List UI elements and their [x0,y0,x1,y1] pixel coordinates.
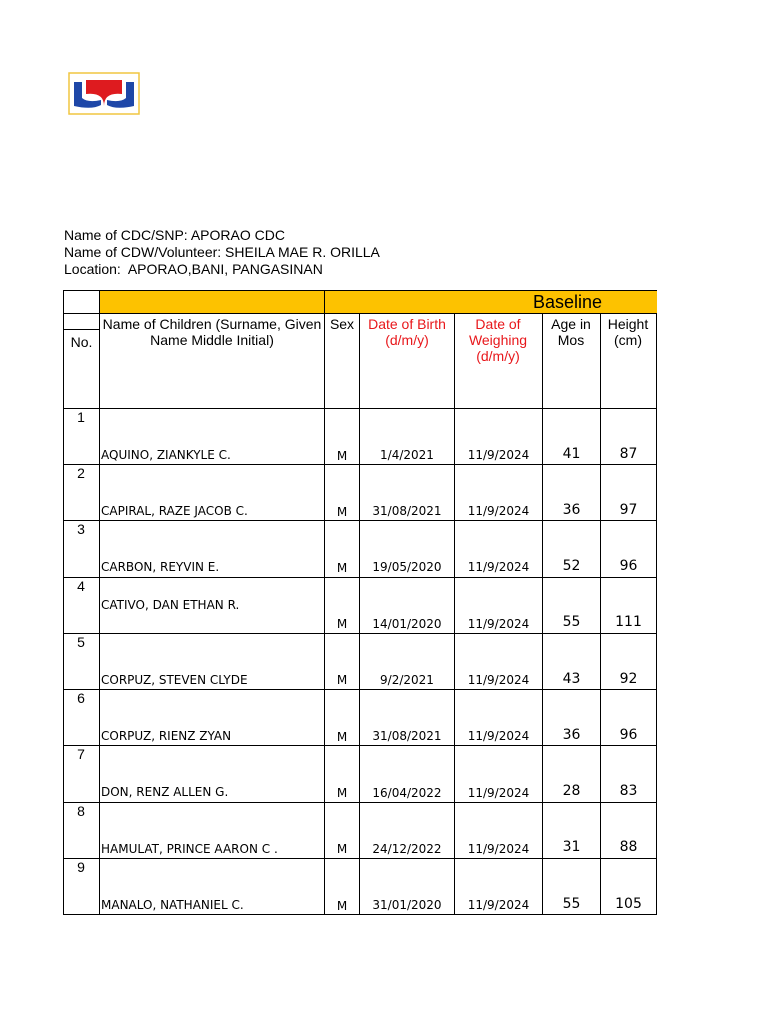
sex-value: M [336,617,348,631]
child-name: CATIVO, DAN ETHAN R. [101,598,240,612]
age-in-months: 36 [562,502,581,518]
row-number: 7 [77,746,85,762]
row-number: 5 [77,634,85,650]
child-name: CAPIRAL, RAZE JACOB C. [101,504,248,518]
height-cm: 88 [619,839,638,855]
height-cm: 83 [619,783,638,799]
child-name: CORPUZ, RIENZ ZYAN [101,729,232,743]
age-in-months: 55 [562,896,581,912]
age-in-months: 52 [562,558,581,574]
age-in-months: 55 [562,614,581,630]
sex-value: M [336,561,348,575]
date-of-weighing: 11/9/2024 [467,617,530,631]
row-number: 2 [77,465,85,481]
row-number: 4 [77,578,85,594]
age-in-months: 43 [562,671,581,687]
child-name: DON, RENZ ALLEN G. [101,785,229,799]
sex-value: M [336,449,348,463]
age-in-months: 41 [562,446,581,462]
date-of-birth: 1/4/2021 [380,448,434,462]
sex-value: M [336,673,348,687]
cdc-name-line: Name of CDC/SNP: APORAO CDC [64,227,285,243]
row-number: 6 [77,690,85,706]
child-name: HAMULAT, PRINCE AARON C . [101,842,278,856]
column-header-sex: Sex [329,316,355,332]
sex-value: M [336,730,348,744]
header-band-left [100,291,324,313]
date-of-birth: 9/2/2021 [380,673,434,687]
children-roster-table [63,290,657,915]
sex-value: M [336,842,348,856]
date-of-weighing: 11/9/2024 [467,786,530,800]
location-line: Location: APORAO,BANI, PANGASINAN [64,261,323,277]
header-info [64,227,380,278]
date-of-birth: 19/05/2020 [372,560,442,574]
dswd-hands-logo-icon [68,72,140,115]
cdw-name-line: Name of CDW/Volunteer: SHEILA MAE R. ORILLA [64,244,380,260]
date-of-weighing: 11/9/2024 [467,842,530,856]
date-of-birth: 16/04/2022 [372,786,442,800]
height-cm: 97 [619,502,638,518]
column-header-age: Age in Mos [551,316,591,348]
date-of-birth: 31/08/2021 [372,504,442,518]
date-of-birth: 31/08/2021 [372,729,442,743]
baseline-label: Baseline [533,292,603,312]
column-header-height: Height (cm) [607,316,649,348]
child-name: CARBON, REYVIN E. [101,560,220,574]
child-name: AQUINO, ZIANKYLE C. [101,448,231,462]
child-name: MANALO, NATHANIEL C. [101,898,244,912]
sex-value: M [336,505,348,519]
column-header-name: Name of Children (Surname, Given Name Middle Initial) [102,316,322,348]
date-of-birth: 14/01/2020 [372,617,442,631]
date-of-weighing: 11/9/2024 [467,504,530,518]
age-in-months: 31 [562,839,581,855]
sex-value: M [336,786,348,800]
column-header-date-of-birth: Date of Birth (d/m/y) [368,316,446,348]
height-cm: 96 [619,558,638,574]
date-of-birth: 31/01/2020 [372,898,442,912]
height-cm: 92 [619,671,638,687]
sex-value: M [336,899,348,913]
child-name: CORPUZ, STEVEN CLYDE [101,673,248,687]
height-cm: 105 [615,896,642,912]
height-cm: 111 [615,614,642,630]
column-header-date-of-weighing: Date of Weighing (d/m/y) [468,316,528,364]
date-of-weighing: 11/9/2024 [467,898,530,912]
column-header-no: No. [70,334,93,350]
height-cm: 87 [619,446,638,462]
height-cm: 96 [619,727,638,743]
date-of-weighing: 11/9/2024 [467,673,530,687]
row-number: 8 [77,803,85,819]
row-number: 1 [77,409,85,425]
row-number: 3 [77,521,85,537]
row-number: 9 [77,859,85,875]
age-in-months: 28 [562,783,581,799]
date-of-birth: 24/12/2022 [372,842,442,856]
date-of-weighing: 11/9/2024 [467,448,530,462]
date-of-weighing: 11/9/2024 [467,729,530,743]
age-in-months: 36 [562,727,581,743]
date-of-weighing: 11/9/2024 [467,560,530,574]
